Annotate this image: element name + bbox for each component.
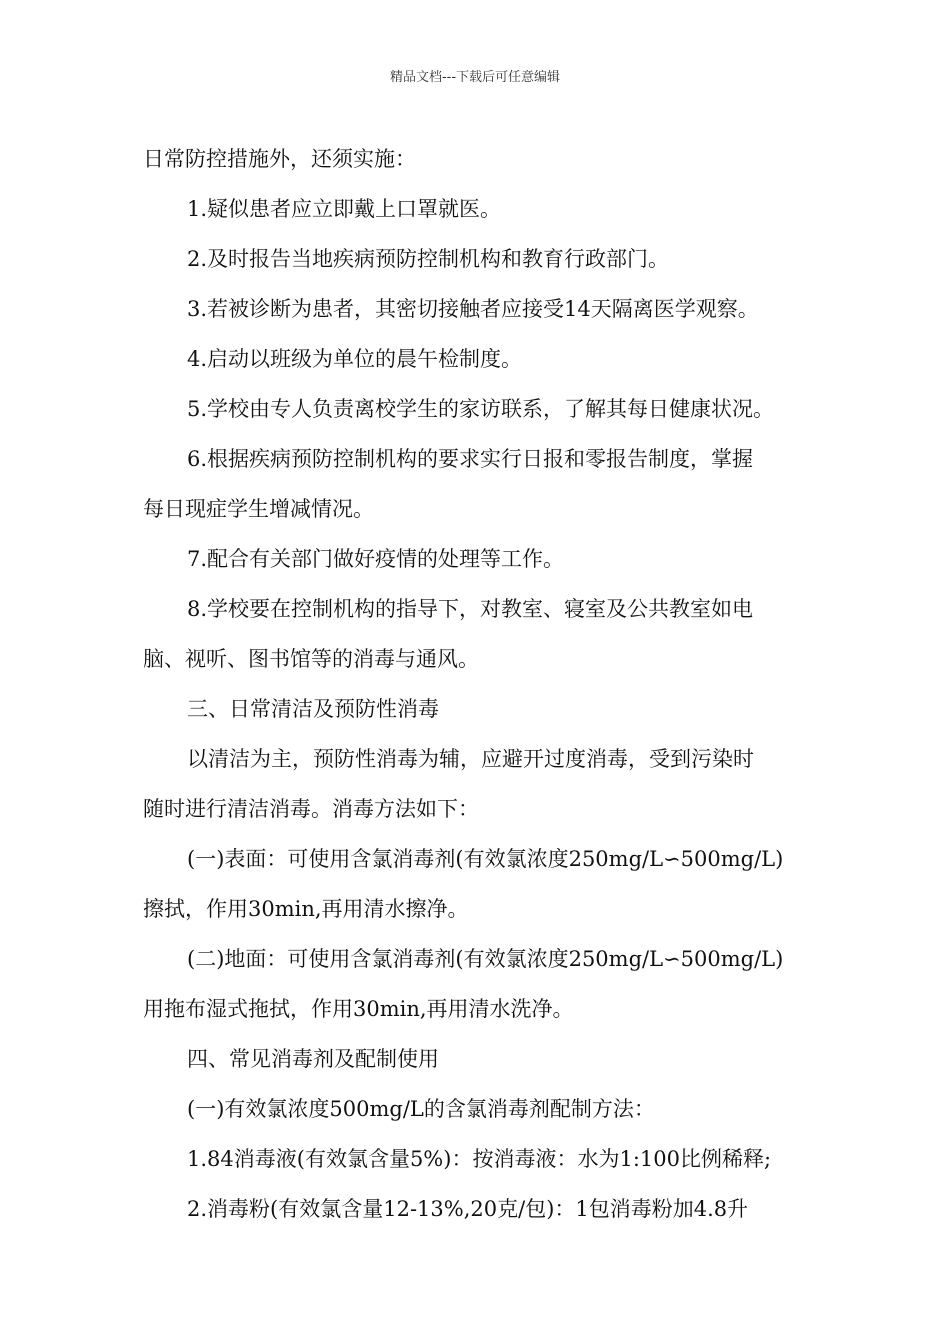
text-line: 2.及时报告当地疾病预防控制机构和教育行政部门。 [187,247,670,271]
section-heading: 四、常见消毒剂及配制使用 [187,1047,439,1071]
text-line: 日常防控措施外，还须实施： [143,147,416,171]
text-line: 2.消毒粉(有效氯含量12-13%,20克/包)：1包消毒粉加4.8升 [187,1197,749,1221]
text-line: 7.配合有关部门做好疫情的处理等工作。 [187,547,565,571]
text-line: 8.学校要在控制机构的指导下，对教室、寝室及公共教室如电 [187,597,754,621]
text-line: (一)表面：可使用含氯消毒剂(有效氯浓度250mg/L∽500mg/L) [187,847,784,871]
document-body [143,134,813,1234]
text-line: 5.学校由专人负责离校学生的家访联系，了解其每日健康状况。 [187,397,775,421]
text-line: 3.若被诊断为患者，其密切接触者应接受14天隔离医学观察。 [187,297,759,321]
text-line: 6.根据疾病预防控制机构的要求实行日报和零报告制度，掌握 [187,447,754,471]
text-line: 1.疑似患者应立即戴上口罩就医。 [187,197,502,221]
text-line: 脑、视听、图书馆等的消毒与通风。 [143,647,479,671]
text-line: (一)有效氯浓度500mg/L的含氯消毒剂配制方法： [187,1097,655,1121]
text-line: 以清洁为主，预防性消毒为辅，应避开过度消毒，受到污染时 [187,747,754,771]
text-line: 1.84消毒液(有效氯含量5%)：按消毒液：水为1:100比例稀释; [187,1147,772,1171]
text-line: 每日现症学生增减情况。 [143,497,374,521]
text-line: 擦拭，作用30min,再用清水擦净。 [143,897,469,921]
section-heading: 三、日常清洁及预防性消毒 [187,697,439,721]
text-line: 4.启动以班级为单位的晨午检制度。 [187,347,523,371]
page-header: 精品文档---下载后可任意编辑 [389,70,561,85]
text-line: 用拖布湿式拖拭，作用30min,再用清水洗净。 [143,997,574,1021]
text-line: (二)地面：可使用含氯消毒剂(有效氯浓度250mg/L∽500mg/L) [187,947,784,971]
text-line: 随时进行清洁消毒。消毒方法如下： [143,797,479,821]
